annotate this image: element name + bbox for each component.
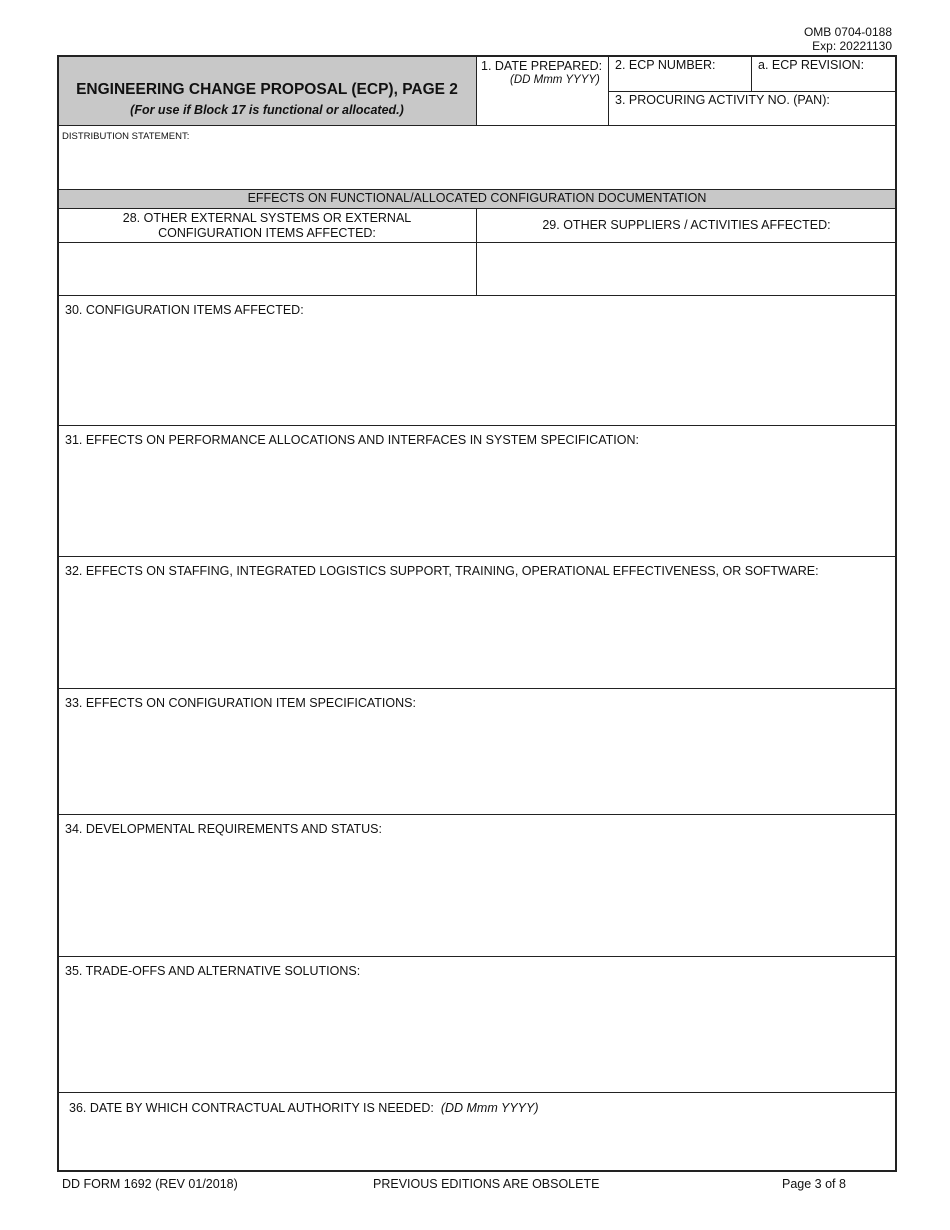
block-30-label: 30. CONFIGURATION ITEMS AFFECTED: bbox=[65, 303, 304, 317]
date-prepared-field[interactable] bbox=[478, 90, 606, 123]
block-31-label: 31. EFFECTS ON PERFORMANCE ALLOCATIONS AND INTERFACES IN SYSTEM SPECIFICATION: bbox=[65, 433, 639, 447]
divider bbox=[58, 956, 896, 957]
ecp-number-field[interactable] bbox=[610, 73, 749, 90]
block-30-field[interactable] bbox=[60, 320, 894, 424]
ecp-revision-field[interactable] bbox=[753, 73, 894, 90]
form-subtitle: (For use if Block 17 is functional or allocated.) bbox=[130, 103, 404, 117]
divider bbox=[58, 125, 896, 126]
block-28-label-line-2: CONFIGURATION ITEMS AFFECTED: bbox=[158, 226, 376, 240]
pan-field[interactable] bbox=[610, 108, 894, 124]
block-33-field[interactable] bbox=[60, 713, 894, 813]
date-format-hint: (DD Mmm YYYY) bbox=[510, 74, 600, 86]
block-28-field[interactable] bbox=[60, 244, 474, 294]
ecp-revision-label: a. ECP REVISION: bbox=[758, 58, 865, 72]
distribution-statement-field[interactable] bbox=[60, 142, 894, 188]
block-31-field[interactable] bbox=[60, 450, 894, 555]
block-34-field[interactable] bbox=[60, 839, 894, 955]
block-35-field[interactable] bbox=[60, 981, 894, 1091]
divider bbox=[608, 91, 896, 92]
divider bbox=[58, 814, 896, 815]
omb-info bbox=[804, 25, 892, 53]
block-36-date-format-hint: (DD Mmm YYYY) bbox=[440, 1101, 539, 1115]
divider bbox=[58, 425, 896, 426]
block-29-label: 29. OTHER SUPPLIERS / ACTIVITIES AFFECTED: bbox=[542, 218, 831, 232]
divider bbox=[58, 189, 896, 190]
omb-expiration: Exp: 20221130 bbox=[812, 39, 892, 53]
divider bbox=[58, 208, 896, 209]
block-36-label-text: 36. DATE BY WHICH CONTRACTUAL AUTHORITY IS NEEDED: bbox=[69, 1101, 434, 1115]
form-title: ENGINEERING CHANGE PROPOSAL (ECP), PAGE 2 bbox=[76, 81, 458, 98]
pan-label: 3. PROCURING ACTIVITY NO. (PAN): bbox=[615, 93, 830, 107]
date-prepared-label: 1. DATE PREPARED: bbox=[481, 59, 603, 73]
divider bbox=[58, 242, 896, 243]
previous-editions-notice: PREVIOUS EDITIONS ARE OBSOLETE bbox=[373, 1177, 600, 1191]
divider bbox=[58, 1092, 896, 1093]
block-36-field[interactable] bbox=[60, 1118, 894, 1170]
ecp-number-label: 2. ECP NUMBER: bbox=[615, 58, 716, 72]
divider bbox=[58, 295, 896, 296]
distribution-statement-label: DISTRIBUTION STATEMENT: bbox=[62, 131, 190, 142]
block-28-label bbox=[58, 211, 476, 241]
block-32-label: 32. EFFECTS ON STAFFING, INTEGRATED LOGISTICS SUPPORT, TRAINING, OPERATIONAL EFFECTIVENESS, OR SOFTWARE: bbox=[65, 564, 819, 578]
divider bbox=[58, 688, 896, 689]
block-29-field[interactable] bbox=[478, 244, 894, 294]
block-33-label: 33. EFFECTS ON CONFIGURATION ITEM SPECIFICATIONS: bbox=[65, 696, 416, 710]
block-35-label: 35. TRADE-OFFS AND ALTERNATIVE SOLUTIONS: bbox=[65, 964, 361, 978]
block-34-label: 34. DEVELOPMENTAL REQUIREMENTS AND STATUS: bbox=[65, 822, 382, 836]
block-28-label-line-1: 28. OTHER EXTERNAL SYSTEMS OR EXTERNAL bbox=[122, 211, 412, 225]
page-number: Page 3 of 8 bbox=[782, 1177, 846, 1191]
divider bbox=[751, 56, 752, 91]
block-36-label bbox=[69, 1101, 539, 1116]
form-id: DD FORM 1692 (REV 01/2018) bbox=[62, 1177, 238, 1191]
omb-number: OMB 0704-0188 bbox=[803, 25, 892, 39]
section-header: EFFECTS ON FUNCTIONAL/ALLOCATED CONFIGURATION DOCUMENTATION bbox=[247, 191, 707, 205]
block-32-field[interactable] bbox=[60, 581, 894, 687]
divider bbox=[476, 56, 477, 125]
divider bbox=[58, 556, 896, 557]
